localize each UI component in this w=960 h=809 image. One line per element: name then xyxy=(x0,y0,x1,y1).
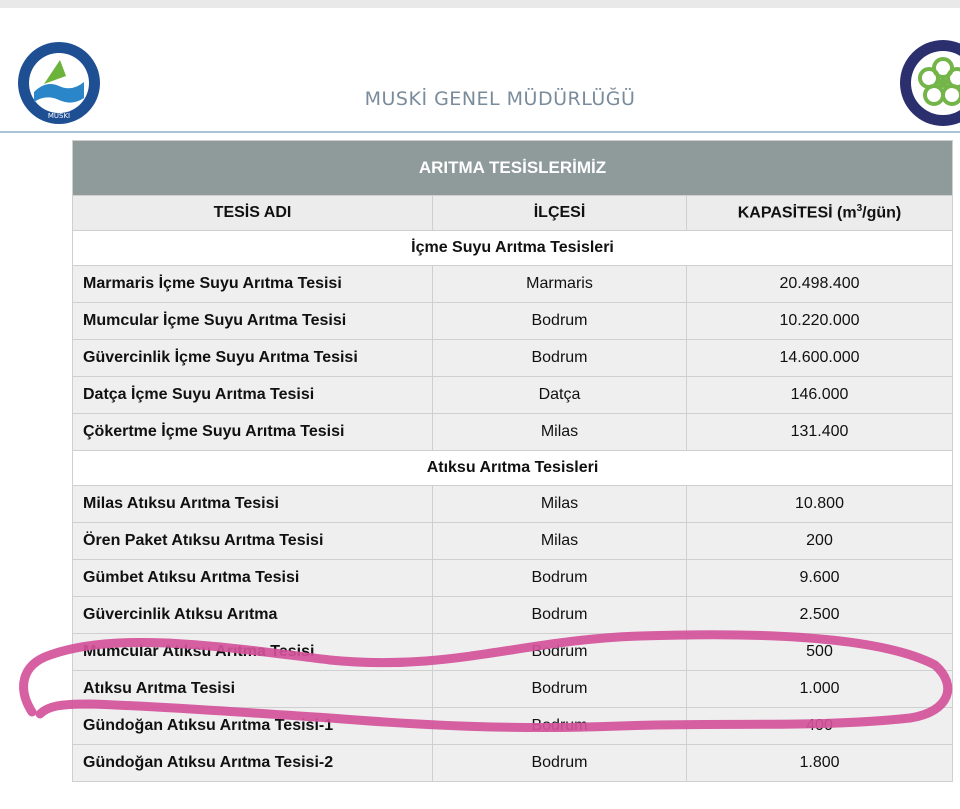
column-header-row xyxy=(73,196,953,231)
facility-capacity: 131.400 xyxy=(687,414,953,451)
table-row xyxy=(73,560,953,597)
facility-name: Milas Atıksu Arıtma Tesisi xyxy=(73,486,433,523)
facility-name: Datça İçme Suyu Arıtma Tesisi xyxy=(73,377,433,414)
facility-capacity: 200 xyxy=(687,523,953,560)
facility-capacity: 10.220.000 xyxy=(687,303,953,340)
facility-name: Güvercinlik İçme Suyu Arıtma Tesisi xyxy=(73,340,433,377)
facility-district: Milas xyxy=(433,414,687,451)
facility-name: Mumcular İçme Suyu Arıtma Tesisi xyxy=(73,303,433,340)
org-title: MUSKİ GENEL MÜDÜRLÜĞÜ xyxy=(364,88,636,110)
facility-district: Bodrum xyxy=(433,708,687,745)
table-row xyxy=(73,486,953,523)
facility-district: Bodrum xyxy=(433,303,687,340)
facility-district: Milas xyxy=(433,523,687,560)
table-row xyxy=(73,708,953,745)
facility-district: Bodrum xyxy=(433,597,687,634)
facility-district: Marmaris xyxy=(433,266,687,303)
facility-capacity: 10.800 xyxy=(687,486,953,523)
facility-capacity: 146.000 xyxy=(687,377,953,414)
top-band xyxy=(0,0,960,8)
muski-logo-icon xyxy=(16,40,102,126)
facility-name: Ören Paket Atıksu Arıtma Tesisi xyxy=(73,523,433,560)
facility-capacity: 400 xyxy=(687,708,953,745)
facility-capacity: 1.000 xyxy=(687,671,953,708)
facility-name: Gündoğan Atıksu Arıtma Tesisi-1 xyxy=(73,708,433,745)
table-row xyxy=(73,634,953,671)
table-row xyxy=(73,597,953,634)
table-row xyxy=(73,266,953,303)
facility-capacity: 14.600.000 xyxy=(687,340,953,377)
facility-name: Mumcular Atıksu Arıtma Tesisi xyxy=(73,634,433,671)
table-row xyxy=(73,340,953,377)
facilities-table xyxy=(72,140,953,782)
table-row xyxy=(73,414,953,451)
facility-district: Bodrum xyxy=(433,745,687,782)
facility-district: Bodrum xyxy=(433,340,687,377)
municipality-seal-icon xyxy=(898,38,960,128)
section-header-row xyxy=(73,231,953,266)
facility-name: Atıksu Arıtma Tesisi xyxy=(73,671,433,708)
facility-name: Güvercinlik Atıksu Arıtma xyxy=(73,597,433,634)
facility-district: Bodrum xyxy=(433,671,687,708)
facility-name: Çökertme İçme Suyu Arıtma Tesisi xyxy=(73,414,433,451)
facility-capacity: 9.600 xyxy=(687,560,953,597)
section-header-row xyxy=(73,451,953,486)
table-row xyxy=(73,523,953,560)
header-divider xyxy=(0,131,960,133)
section-title: Atıksu Arıtma Tesisleri xyxy=(73,451,953,486)
table-body xyxy=(73,231,953,782)
facility-district: Bodrum xyxy=(433,560,687,597)
facility-name: Gümbet Atıksu Arıtma Tesisi xyxy=(73,560,433,597)
logo-text: MUSKİ xyxy=(47,112,71,120)
facility-district: Milas xyxy=(433,486,687,523)
facility-capacity: 2.500 xyxy=(687,597,953,634)
table-row xyxy=(73,745,953,782)
section-title: İçme Suyu Arıtma Tesisleri xyxy=(73,231,953,266)
facility-district: Datça xyxy=(433,377,687,414)
facility-name: Gündoğan Atıksu Arıtma Tesisi-2 xyxy=(73,745,433,782)
column-header-name: TESİS ADI xyxy=(73,196,433,231)
column-header-district: İLÇESİ xyxy=(433,196,687,231)
facility-district: Bodrum xyxy=(433,634,687,671)
column-header-capacity: KAPASİTESİ $(m^3/gün)$ xyxy=(687,196,953,231)
table-row xyxy=(73,303,953,340)
facility-capacity: 1.800 xyxy=(687,745,953,782)
table-row xyxy=(73,377,953,414)
table-title-row xyxy=(73,141,953,196)
page-header xyxy=(0,8,960,132)
table-title: ARITMA TESİSLERİMİZ xyxy=(73,141,953,196)
facility-capacity: 20.498.400 xyxy=(687,266,953,303)
facility-name: Marmaris İçme Suyu Arıtma Tesisi xyxy=(73,266,433,303)
table-row xyxy=(73,671,953,708)
facility-capacity: 500 xyxy=(687,634,953,671)
